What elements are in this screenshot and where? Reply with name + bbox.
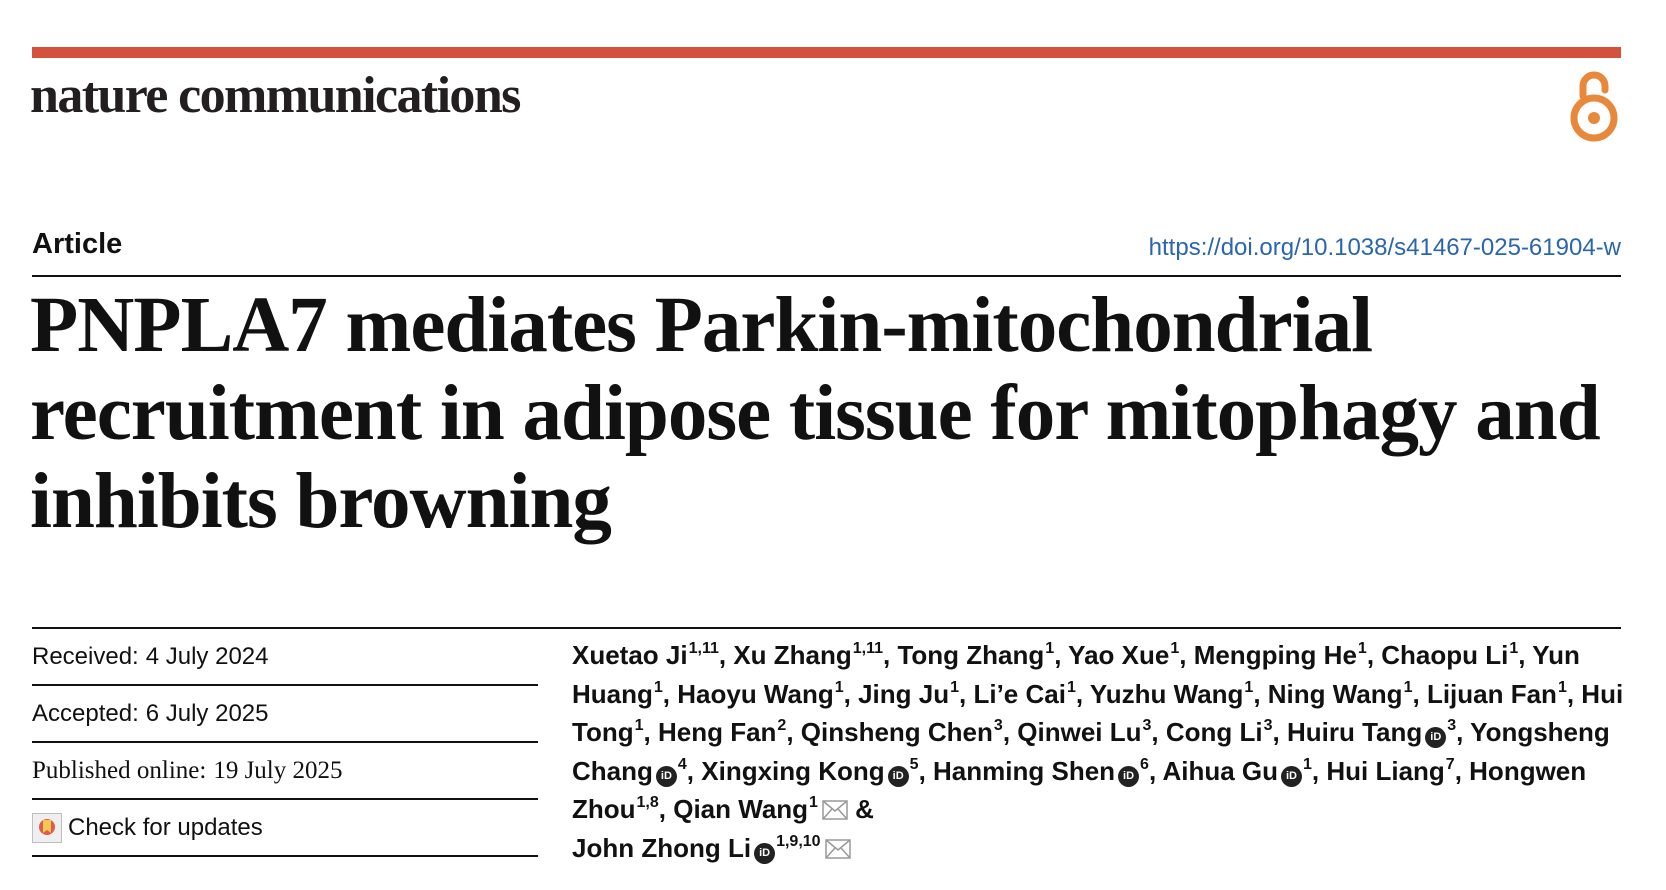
author-affiliation: 1,8 (636, 794, 659, 811)
author-separator: , (658, 794, 674, 824)
author-name[interactable]: Mengping He (1193, 640, 1357, 670)
author-name[interactable]: Xu Zhang (733, 640, 852, 670)
author-separator: , (686, 755, 702, 786)
check-updates-label: Check for updates (68, 813, 263, 841)
author-affiliation: 3 (1142, 717, 1152, 734)
author (1287, 717, 1456, 747)
author-affiliation: 1 (809, 794, 818, 811)
author-affiliation: 1 (834, 678, 844, 696)
author-name[interactable]: Hongwen Zhou (572, 755, 1587, 824)
author-affiliation: 1,9,10 (776, 832, 821, 850)
author-affiliation: 1 (1357, 640, 1367, 657)
author-affiliation: 3 (993, 717, 1003, 734)
author-separator: , (786, 717, 801, 747)
author-name[interactable]: Yun Huang (572, 640, 1580, 709)
author-affiliation: 1 (653, 678, 663, 696)
author-separator: , (1179, 640, 1194, 670)
author-separator: , (1454, 755, 1470, 786)
author-separator: , (959, 678, 974, 709)
publication-history (32, 629, 538, 857)
author-separator: , (1253, 678, 1268, 709)
author-name[interactable]: Huiru Tang (1286, 717, 1423, 747)
author-separator: , (643, 717, 658, 747)
author-affiliation: 5 (909, 755, 919, 773)
journal-accent-bar (32, 47, 1621, 58)
open-access-lock-icon (1567, 66, 1621, 144)
author-affiliation: 1 (1066, 678, 1076, 696)
author-separator: , (1054, 640, 1069, 670)
author-affiliation: 6 (1140, 755, 1149, 773)
check-updates-icon (32, 813, 62, 843)
author-separator: , (883, 640, 898, 670)
author-name[interactable]: Lijuan Fan (1426, 678, 1557, 709)
author-name[interactable]: Xuetao Ji (572, 640, 688, 670)
author-affiliation: 1 (950, 678, 960, 696)
author (658, 717, 786, 747)
author-affiliation: 1 (1244, 678, 1254, 696)
author (858, 679, 959, 709)
author-name[interactable]: Hui Liang (1326, 755, 1445, 786)
published-label: Published online: (32, 756, 207, 784)
author (733, 640, 883, 670)
orcid-icon[interactable]: iD (656, 766, 677, 787)
accepted-date (32, 686, 538, 743)
author-name[interactable]: Haoyu Wang (677, 678, 834, 709)
author-separator: , (1366, 640, 1382, 670)
author-affiliation: 1,11 (688, 640, 719, 657)
author (1166, 717, 1273, 747)
author (973, 679, 1075, 709)
author-affiliation: 3 (1447, 717, 1457, 734)
author (933, 756, 1149, 786)
email-envelope-icon[interactable] (822, 800, 848, 820)
orcid-icon[interactable]: iD (1425, 727, 1446, 748)
author-separator: , (1518, 640, 1533, 670)
author-name[interactable]: Jing Ju (858, 678, 950, 709)
author (1326, 756, 1454, 786)
author (572, 833, 851, 863)
author-name[interactable]: Hui Tong (572, 678, 1624, 747)
author-name[interactable]: Xingxing Kong (701, 755, 885, 786)
author-name[interactable]: Qian Wang (673, 794, 809, 824)
author-separator: , (1148, 755, 1163, 786)
author-separator: , (1456, 717, 1471, 747)
author (1427, 679, 1567, 709)
author-affiliation: 1 (1403, 678, 1413, 696)
author-name[interactable]: Yongsheng Chang (572, 717, 1610, 786)
author-name[interactable]: Yuzhu Wang (1089, 678, 1244, 709)
header-divider (32, 275, 1621, 277)
doi-link[interactable]: https://doi.org/10.1038/s41467-025-61904-w (1148, 234, 1621, 261)
check-for-updates-button[interactable] (32, 800, 538, 857)
author-name[interactable]: Heng Fan (657, 717, 777, 747)
author-name[interactable]: Ning Wang (1267, 678, 1403, 709)
accepted-value: 6 July 2025 (145, 699, 269, 727)
author-affiliation: 1 (1170, 640, 1180, 657)
author-name[interactable]: Yao Xue (1068, 640, 1170, 670)
author-affiliation: 3 (1263, 717, 1273, 734)
published-date (32, 743, 538, 800)
author-name[interactable]: Li’e Cai (973, 678, 1066, 709)
author-name[interactable]: Aihua Gu (1162, 755, 1278, 786)
author-name[interactable]: Qinsheng Chen (800, 717, 993, 747)
author-list (572, 636, 1632, 867)
published-value: 19 July 2025 (213, 756, 343, 784)
author-affiliation: 1 (1509, 640, 1519, 657)
author-affiliation: 2 (777, 717, 787, 734)
author (1068, 640, 1179, 670)
orcid-icon[interactable]: iD (1118, 766, 1139, 787)
author-separator: , (918, 755, 934, 786)
author-affiliation: 4 (677, 755, 687, 773)
author-separator: , (1002, 717, 1018, 747)
author-affiliation: 1 (1045, 640, 1055, 657)
author-separator: , (1311, 755, 1327, 786)
author-separator: , (662, 678, 678, 709)
author-name[interactable]: Cong Li (1165, 717, 1263, 747)
author-affiliation: 1 (634, 717, 644, 734)
author-separator: , (1151, 717, 1166, 747)
author-affiliation: 1,11 (852, 640, 884, 657)
author (1017, 717, 1151, 747)
author-affiliation: 1 (1303, 755, 1312, 773)
author (1381, 640, 1518, 670)
email-envelope-icon[interactable] (825, 839, 851, 859)
author (1090, 679, 1253, 709)
author-name[interactable]: Qinwei Lu (1017, 717, 1142, 747)
author-separator: , (718, 640, 734, 670)
received-label: Received: (32, 642, 139, 670)
orcid-icon[interactable]: iD (1281, 766, 1302, 787)
author (801, 717, 1003, 747)
author (572, 640, 719, 670)
author-affiliation: 7 (1445, 755, 1455, 773)
author-name[interactable]: Tong Zhang (897, 640, 1045, 670)
author-separator: , (1075, 678, 1090, 709)
author-name[interactable]: Chaopu Li (1381, 640, 1509, 670)
author (897, 640, 1054, 670)
orcid-icon[interactable]: iD (754, 843, 775, 864)
orcid-icon[interactable]: iD (888, 766, 909, 787)
author (673, 794, 848, 824)
author-separator: , (1412, 678, 1427, 709)
received-value: 4 July 2024 (145, 642, 269, 670)
author-separator: , (1566, 678, 1582, 709)
author-affiliation: 1 (1557, 678, 1567, 696)
author-name[interactable]: John Zhong Li (572, 832, 752, 863)
accepted-label: Accepted: (32, 699, 139, 727)
author-separator: , (843, 678, 859, 709)
article-type-label: Article (32, 228, 123, 260)
author-separator: , (1272, 717, 1287, 747)
author-joiner: & (847, 794, 874, 824)
received-date (32, 629, 538, 686)
author (1268, 679, 1413, 709)
author (1194, 640, 1367, 670)
article-title: PNPLA7 mediates Parkin-mitochondrial recruitment in adipose tissue for mitophagy and inhibits browning (30, 282, 1600, 545)
author (677, 679, 843, 709)
author (701, 756, 918, 786)
journal-name[interactable]: nature communications (30, 67, 520, 124)
author (1162, 756, 1311, 786)
author-name[interactable]: Hanming Shen (933, 755, 1116, 786)
